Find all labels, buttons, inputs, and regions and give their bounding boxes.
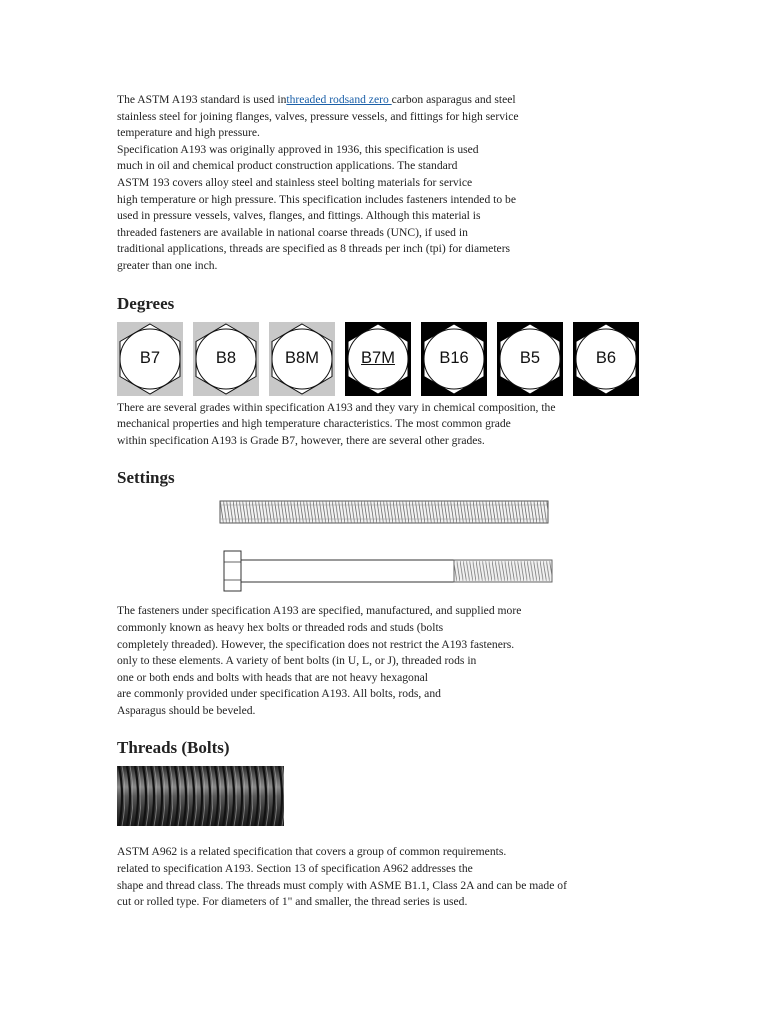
intro-line: high temperature or high pressure. This specification includes fasteners intended to be xyxy=(117,192,517,206)
settings-line: Asparagus should be beveled. xyxy=(117,703,256,717)
settings-heading: Settings xyxy=(117,468,175,488)
settings-line: completely threaded). However, the specification does not restrict the A193 fasteners. xyxy=(117,637,515,651)
intro-line: much in oil and chemical product construction applications. The standard xyxy=(117,159,458,173)
zero-link[interactable]: and zero xyxy=(349,93,392,106)
grade-b7-icon xyxy=(117,322,183,396)
settings-line: one or both ends and bolts with heads that are not heavy hexagonal xyxy=(117,670,429,684)
degrees-paragraph xyxy=(117,400,607,450)
grade-markings xyxy=(117,322,617,396)
intro-line: temperature and high pressure. xyxy=(117,126,260,140)
intro-line: used in pressure vessels, valves, flanges, and fittings. Although this material is xyxy=(117,209,481,223)
grade-label: B7M xyxy=(361,349,395,368)
article xyxy=(117,92,617,911)
intro-line: stainless steel for joining flanges, valves, pressure vessels, and fittings for high service xyxy=(117,109,519,123)
threaded-rods-link[interactable]: threaded rods xyxy=(286,93,350,106)
degrees-heading: Degrees xyxy=(117,293,175,313)
threads-line: cut or rolled type. For diameters of 1" and smaller, the thread series is used. xyxy=(117,895,468,909)
threaded-rod-image xyxy=(217,497,557,527)
settings-paragraph xyxy=(117,603,607,719)
threads-paragraph xyxy=(117,844,607,910)
grade-b8-icon xyxy=(193,322,259,396)
intro-line: greater than one inch. xyxy=(117,258,218,272)
grade-label: B6 xyxy=(595,349,617,368)
threads-heading: Threads (Bolts) xyxy=(117,738,230,758)
grade-label: B8M xyxy=(285,349,319,368)
intro-first-line: The ASTM A193 standard is used inthreaded rodsand zero carbon asparagus and steel xyxy=(117,93,516,106)
intro-line: traditional applications, threads are specified as 8 threads per inch (tpi) for diameters xyxy=(117,242,511,256)
grade-b8m-icon xyxy=(269,322,335,396)
intro-line: threaded fasteners are available in national coarse threads (UNC), if used in xyxy=(117,225,468,239)
grade-label: B16 xyxy=(439,349,469,368)
degrees-line: mechanical properties and high temperature characteristics. The most common grade xyxy=(117,417,511,431)
threads-line: related to specification A193. Section 13 of specification A962 addresses the xyxy=(117,862,473,876)
grade-b16-icon xyxy=(421,322,487,396)
settings-line: commonly known as heavy hex bolts or threaded rods and studs (bolts xyxy=(117,620,444,634)
grade-b7m-icon xyxy=(345,322,411,396)
threads-line: ASTM A962 is a related specification that covers a group of common requirements. xyxy=(117,845,507,859)
settings-line: only to these elements. A variety of bent bolts (in U, L, or J), threaded rods in xyxy=(117,654,477,668)
grade-b6-icon xyxy=(573,322,639,396)
intro-line: ASTM 193 covers alloy steel and stainless steel bolting materials for service xyxy=(117,175,473,189)
intro-line: Specification A193 was originally approved in 1936, this specification is used xyxy=(117,142,479,156)
degrees-line: There are several grades within specification A193 and they vary in chemical composition, the xyxy=(117,400,556,414)
grade-b5-icon xyxy=(497,322,563,396)
settings-line: are commonly provided under specification A193. All bolts, rods, and xyxy=(117,687,441,701)
threads-line: shape and thread class. The threads must comply with ASME B1.1, Class 2A and can be made of xyxy=(117,878,567,892)
grade-label: B8 xyxy=(215,349,237,368)
degrees-line: within specification A193 is Grade B7, however, there are several other grades. xyxy=(117,433,485,447)
grade-label: B5 xyxy=(519,349,541,368)
hex-bolt-image xyxy=(220,549,560,593)
thread-photo-image xyxy=(117,766,284,826)
grade-label: B7 xyxy=(139,349,161,368)
settings-line: The fasteners under specification A193 are specified, manufactured, and supplied more xyxy=(117,604,522,618)
intro-paragraph xyxy=(117,92,607,275)
